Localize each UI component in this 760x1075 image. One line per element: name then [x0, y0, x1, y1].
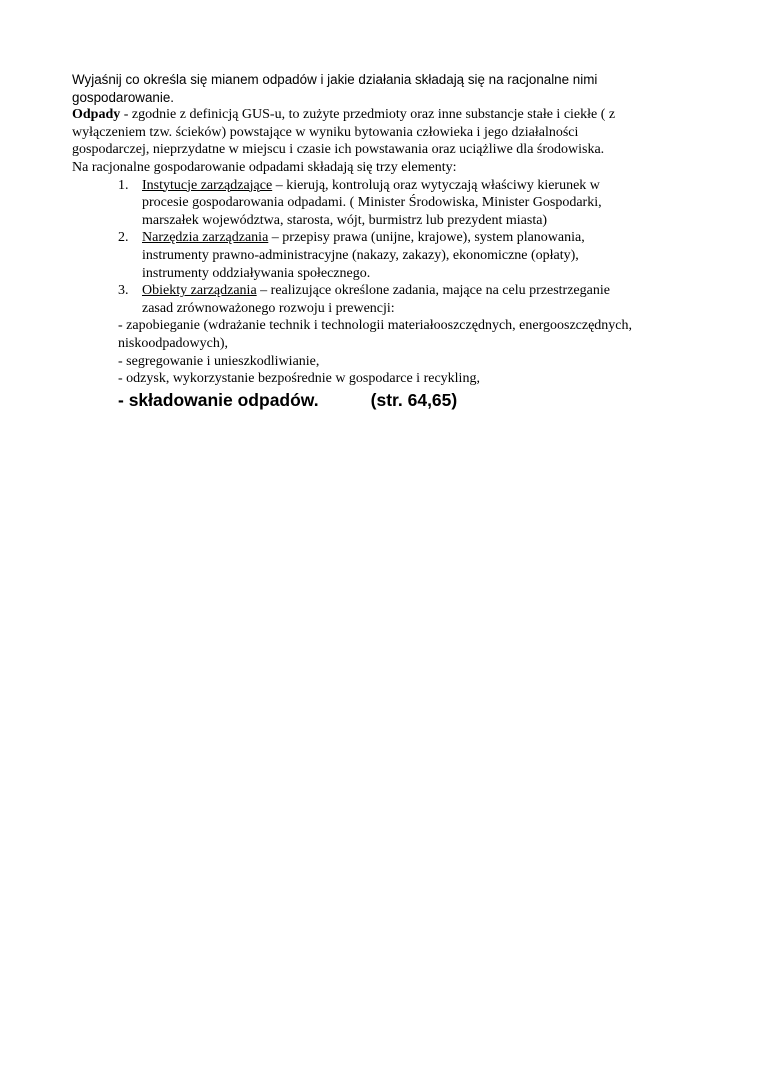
definition-line-3: gospodarczej, nieprzydatne w miejscu i czasie ich powstawania oraz uciążliwe dla środowiska. [72, 142, 605, 158]
definition-line-2: wyłączeniem tzw. ścieków) powstające w wyniku bytowania człowieka i jego działalności [72, 124, 579, 140]
list-item-title: Narzędzia zarządzania [142, 230, 269, 246]
list-item-line: procesie gospodarowania odpadami. ( Minister Środowiska, Minister Gospodarki, [142, 195, 602, 211]
list-item-title: Instytucje zarządzające [142, 177, 273, 193]
action-line-2: niskoodpadowych), [118, 335, 229, 351]
list-item-text: – kierują, kontrolują oraz wytyczają właściwy kierunek w [272, 177, 600, 193]
final-action-text: - składowanie odpadów. [118, 389, 319, 410]
list-item-title: Obiekty zarządzania [142, 283, 257, 299]
list-item [72, 229, 692, 282]
question-line-1: Wyjaśnij co określa się mianem odpadów i jakie działania składają się na racjonalne nimi [72, 72, 598, 87]
action-line-4: - odzysk, wykorzystanie bezpośrednie w gospodarce i recykling, [118, 371, 480, 387]
question-line-2: gospodarowanie. [72, 89, 174, 105]
intro-line: Na racjonalne gospodarowanie odpadami składają się trzy elementy: [72, 159, 457, 175]
list-item [72, 282, 692, 317]
list-item-line: marszałek województwa, starosta, wójt, burmistrz lub prezydent miasta) [142, 212, 548, 228]
action-line-3: - segregowanie i unieszkodliwianie, [118, 353, 320, 369]
definition-text: - zgodnie z definicją GUS-u, to zużyte przedmioty oraz inne substancje stałe i ciekłe ( z [120, 107, 616, 123]
list-item-text: – realizujące określone zadania, mające na celu przestrzeganie [256, 283, 610, 299]
document-body [72, 71, 692, 412]
list-item-number: 2. [118, 230, 129, 246]
final-action-line [72, 388, 692, 412]
list-item-line: zasad zrównoważonego rozwoju i prewencji: [142, 300, 395, 316]
list-item-line: instrumenty oddziaływania społecznego. [142, 265, 371, 281]
definition-line-1 [72, 106, 692, 124]
list-item-number: 1. [118, 177, 129, 193]
list-item-line: instrumenty prawno-administracyjne (nakazy, zakazy), ekonomiczne (opłaty), [142, 247, 579, 263]
list-item [72, 177, 692, 230]
action-line-1: - zapobieganie (wdrażanie technik i technologii materiałooszczędnych, energooszczędnych, [118, 318, 633, 334]
definition-term: Odpady [72, 107, 121, 123]
page-reference: (str. 64,65) [370, 389, 458, 410]
list-item-number: 3. [118, 283, 129, 299]
list-item-text: – przepisy prawa (unijne, krajowe), system planowania, [268, 230, 585, 246]
